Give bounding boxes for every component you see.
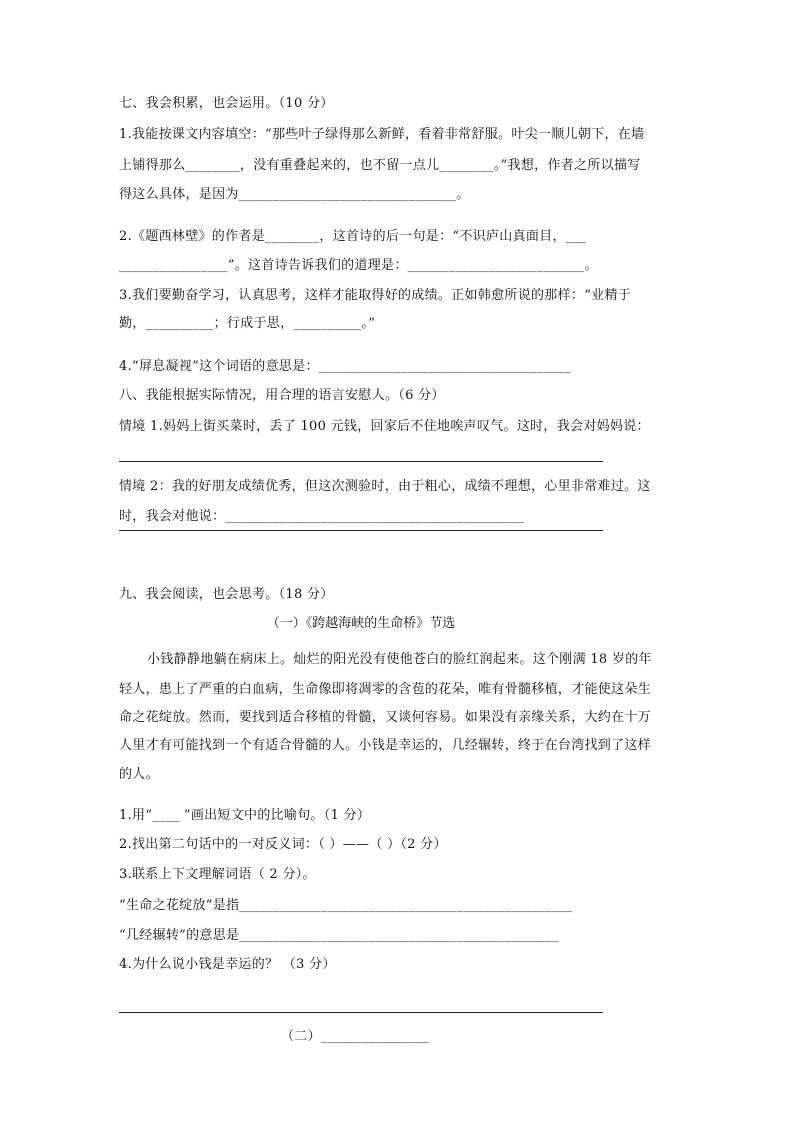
- answer-line-situation-2[interactable]: [119, 530, 603, 531]
- passage-line-3: 命之花绽放。然而，要找到适合移植的骨髓，又谈何容易。如果没有亲缘关系，大约在十万: [119, 710, 652, 725]
- situation-2-line-2: 时，我会对他说：____________________________________________: [119, 509, 525, 524]
- q9-2: 2.找出第二句话中的一对反义词：（ ）——（ ）（2 分）: [119, 837, 447, 852]
- passage-1-title: （一）《跨越海峡的生命桥》节选: [266, 616, 456, 631]
- passage-line-5: 的人。: [119, 767, 159, 782]
- q7-1-line-2: 上铺得那么________，没有重叠起来的，也不留一点儿________。”我想，作者之所以描写: [119, 158, 641, 173]
- q9-3b: “几经辗转”的意思是_______________________________________________: [119, 928, 559, 943]
- q9-1: 1.用“____ ”画出短文中的比喻句。（1 分）: [119, 808, 371, 823]
- q7-2-line-2: ________________”。这首诗告诉我们的道理是：__________________________。: [119, 258, 598, 273]
- answer-line-q9-4[interactable]: [119, 1012, 603, 1013]
- q7-1-line-3: 得这么具体，是因为________________________________。: [119, 187, 470, 202]
- passage-2-title: （二）________________: [281, 1029, 430, 1044]
- q9-3a: “生命之花绽放”是指_________________________________________________: [119, 898, 573, 913]
- passage-line-4: 人里才有可能找到一个有适合骨髓的人。小钱是幸运的，几经辗转，终于在台湾找到了这样: [119, 738, 652, 753]
- q7-2-line-1: 2.《题西林壁》的作者是________，这首诗的后一句是：“不识庐山真面目，___: [119, 229, 587, 244]
- passage-line-2: 轻人，患上了严重的白血病，生命像即将凋零的含苞的花朵，唯有骨髓移植，才能使这朵生: [119, 682, 652, 697]
- q7-3-line-1: 3.我们要勤奋学习，认真思考，这样才能取得好的成绩。正如韩愈所说的那样：“业精于: [119, 288, 632, 303]
- q7-1-line-1: 1.我能按课文内容填空：“那些叶子绿得那么新鲜，看着非常舒服。叶尖一顺儿朝下，在墙: [119, 127, 645, 142]
- situation-1: 情境 1.妈妈上街买菜时，丢了 100 元钱，回家后不住地唉声叹气。这时，我会对妈妈说：: [119, 419, 650, 434]
- answer-line-situation-1[interactable]: [119, 461, 603, 462]
- situation-2-line-1: 情境 2：我的好朋友成绩优秀，但这次测验时，由于粗心，成绩不理想，心里非常难过。这: [119, 479, 651, 494]
- passage-line-1: 小钱静静地躺在病床上。灿烂的阳光没有使他苍白的脸红润起来。这个刚满 18 岁的年: [147, 652, 652, 667]
- q9-3: 3.联系上下文理解词语（ 2 分）。: [119, 867, 316, 882]
- section-8-heading: 八、我能根据实际情况，用合理的语言安慰人。（6 分）: [119, 388, 445, 403]
- section-9-heading: 九、我会阅读，也会思考。（18 分）: [119, 587, 334, 602]
- q9-4: 4.为什么说小钱是幸运的？ （3 分）: [119, 957, 336, 972]
- q7-4: 4.“屏息凝视”这个词语的意思是：_____________________________________: [119, 359, 571, 374]
- section-7-heading: 七、我会积累，也会运用。（10 分）: [119, 96, 334, 111]
- q7-3-line-2: 勤，__________；行成于思，__________。”: [119, 316, 376, 331]
